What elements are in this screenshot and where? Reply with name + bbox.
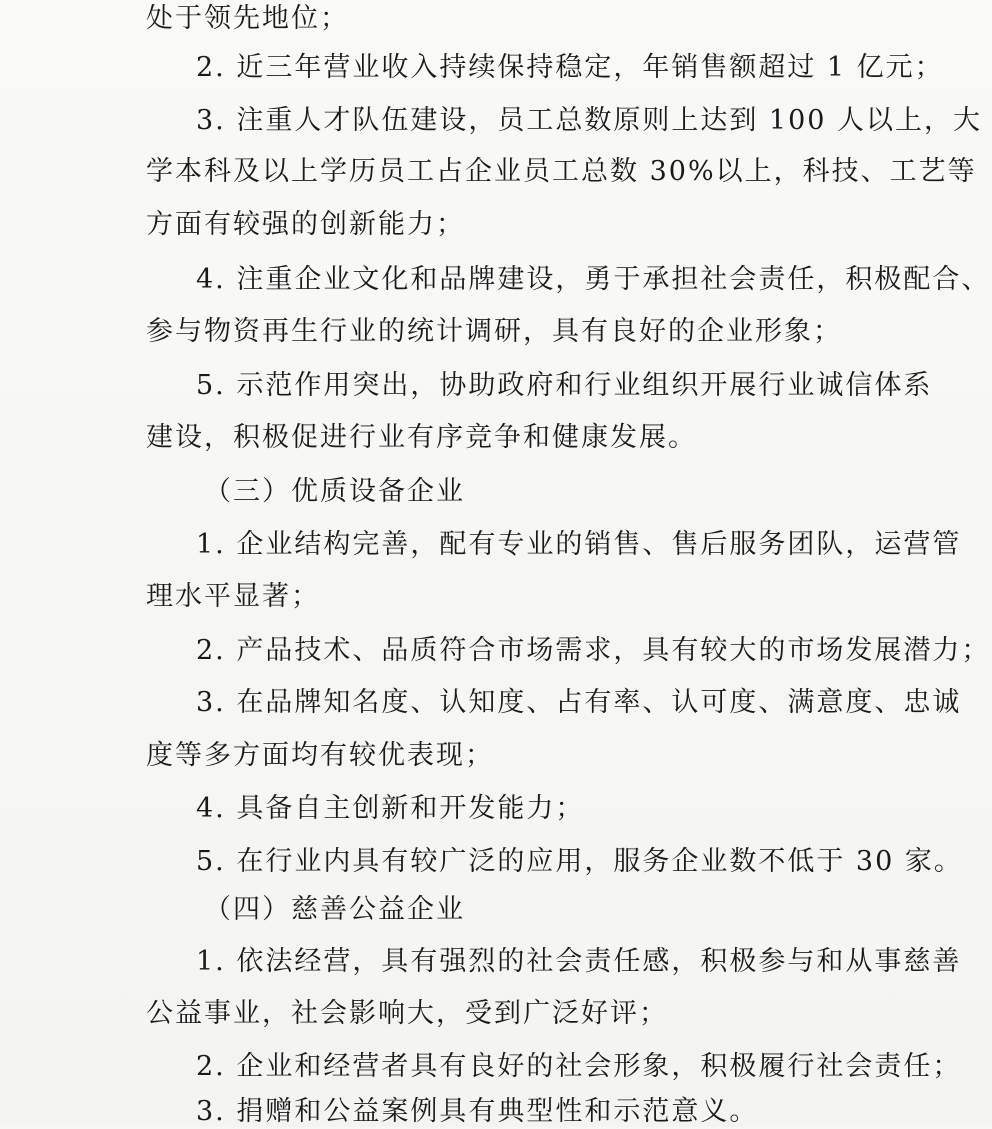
text-line-7: 参与物资再生行业的统计调研，具有良好的企业形象； xyxy=(146,316,842,347)
text-line-8: 5. 示范作用突出，协助政府和行业组织开展行业诚信体系 xyxy=(196,370,933,401)
text-line-9: 建设，积极促进行业有序竞争和健康发展。 xyxy=(146,422,697,453)
text-line-19: 1. 依法经营，具有强烈的社会责任感，积极参与和从事慈善 xyxy=(196,946,962,977)
section-heading-4: （四）慈善公益企业 xyxy=(204,894,465,925)
text-line-4: 学本科及以上学历员工占企业员工总数 30%以上，科技、工艺等 xyxy=(146,156,977,187)
text-line-14: 3. 在品牌知名度、认知度、占有率、认可度、满意度、忠诚 xyxy=(196,687,962,718)
text-line-20: 公益事业，社会影响大，受到广泛好评； xyxy=(146,998,668,1029)
text-line-21: 2. 企业和经营者具有良好的社会形象，积极履行社会责任； xyxy=(196,1051,962,1082)
text-line-22: 3. 捐赠和公益案例具有典型性和示范意义。 xyxy=(196,1096,759,1127)
text-line-3: 3. 注重人才队伍建设，员工总数原则上达到 100 人以上，大 xyxy=(196,105,983,136)
text-line-16: 4. 具备自主创新和开发能力； xyxy=(196,793,585,824)
text-line-17: 5. 在行业内具有较广泛的应用，服务企业数不低于 30 家。 xyxy=(196,846,963,877)
text-line-6: 4. 注重企业文化和品牌建设，勇于承担社会责任，积极配合、 xyxy=(196,264,991,295)
text-line-12: 理水平显著； xyxy=(146,581,320,612)
text-line-15: 度等多方面均有较优表现； xyxy=(146,740,494,771)
text-line-1: 处于领先地位； xyxy=(146,3,349,34)
text-line-5: 方面有较强的创新能力； xyxy=(146,209,465,240)
text-line-13: 2. 产品技术、品质符合市场需求，具有较大的市场发展潜力； xyxy=(196,635,991,666)
text-line-11: 1. 企业结构完善，配有专业的销售、售后服务团队，运营管 xyxy=(196,529,962,560)
text-line-2: 2. 近三年营业收入持续保持稳定，年销售额超过 1 亿元； xyxy=(196,52,944,83)
section-heading-3: （三）优质设备企业 xyxy=(204,476,465,507)
